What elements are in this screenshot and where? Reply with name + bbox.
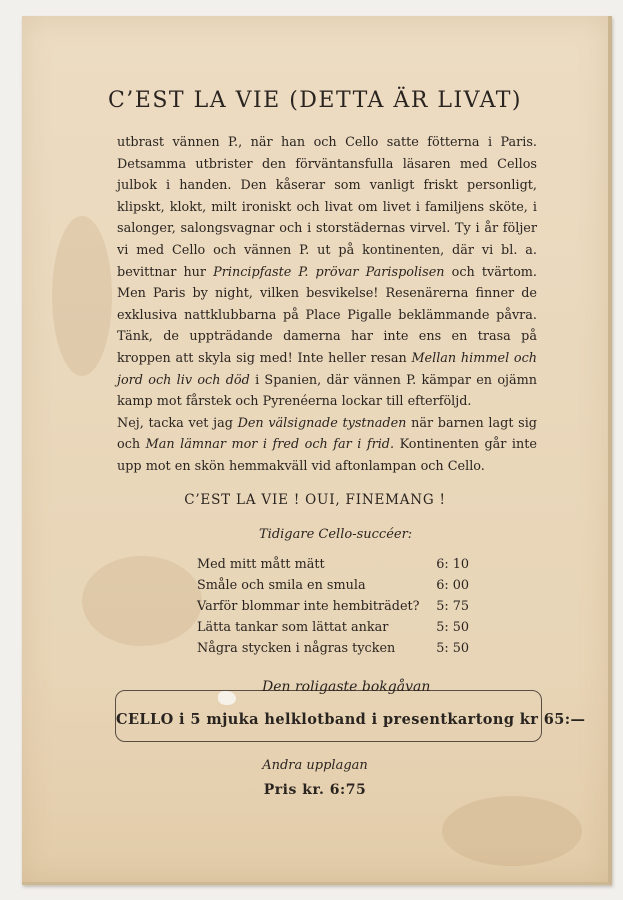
book-price: 5: 75 <box>436 599 469 614</box>
gift-offer-box <box>115 690 586 742</box>
book-title: Småle och smila en smula <box>197 578 366 593</box>
blurb-text <box>117 132 537 478</box>
book-price: 5: 50 <box>436 641 469 656</box>
previous-successes-list <box>197 554 469 659</box>
list-item <box>197 617 469 638</box>
exclamation-line: C’EST LA VIE ! OUI, FINEMANG ! <box>184 492 446 508</box>
paper-stain <box>52 216 112 376</box>
text-run: och tvärtom. Men Paris by night, vilken besvikelse! Resenärerna finner de exklusiva nattklubbarna på Place Pigalle beklämmande påvra. Tänk, de uppträdande damerna har inte ens en trasa på kroppen att skyla sig med! Inte heller resan <box>117 264 537 366</box>
italic-title-run: Mellan himmel och jord och liv och död <box>117 350 537 388</box>
paper-stain <box>82 556 202 646</box>
italic-title-run: Man lämnar mor i fred och far i frid. <box>145 437 395 453</box>
blurb-paragraph <box>117 132 537 413</box>
book-back-cover <box>22 16 612 885</box>
price-label: Pris kr. 6:75 <box>263 782 367 798</box>
paper-tear <box>218 691 236 705</box>
book-title: Med mitt mått mätt <box>197 557 325 572</box>
list-item <box>197 596 469 617</box>
list-item <box>197 575 469 596</box>
gift-tagline: Den roligaste bokgåvan <box>262 679 431 695</box>
book-price: 6: 00 <box>436 578 469 593</box>
italic-title-run: Principfaste P. prövar Parispolisen <box>213 264 445 280</box>
gift-offer-text: CELLO i 5 mjuka helklotband i presentkartong kr 65:— <box>116 711 586 728</box>
edition-note: Andra upplagan <box>262 758 368 773</box>
book-title: Lätta tankar som lättat ankar <box>197 620 389 635</box>
page-title: C’EST LA VIE (DETTA ÄR LIVAT) <box>107 88 523 113</box>
text-run: Nej, tacka vet jag <box>117 415 238 431</box>
text-run: utbrast vännen P., när han och Cello satte fötterna i Paris. Detsamma utbrister den förväntansfulla läsaren med Cellos julbok i handen. Den kåserar som vanligt friskt personligt, klipskt, klokt, milt ironiskt och livat om livet i familjens sköte, i salonger, salongsvagnar och i storstädernas virvel. Ty i år följer vi med Cello och vännen P. ut på kontinenten, där vi bl. a. bevittnar hur <box>117 135 537 280</box>
previous-successes-heading: Tidigare Cello-succéer: <box>259 527 413 542</box>
text-run: när barnen lagt sig och <box>117 415 538 453</box>
list-item <box>197 554 469 575</box>
paper-stain <box>442 796 582 866</box>
book-price: 6: 10 <box>436 557 469 572</box>
book-title: Några stycken i någras tycken <box>197 641 396 656</box>
italic-title-run: Den välsignade tystnaden <box>237 415 407 431</box>
text-run: i Spanien, där vännen P. kämpar en ojämn kamp mot fårstek och Pyrenéerna lockar till efterföljd. <box>117 372 537 410</box>
text-run: Kontinenten går inte upp mot en skön hemmakväll vid aftonlampan och Cello. <box>117 437 537 474</box>
blurb-paragraph <box>117 413 537 478</box>
book-title: Varför blommar inte hembiträdet? <box>197 599 420 614</box>
list-item <box>197 638 469 659</box>
book-price: 5: 50 <box>436 620 469 635</box>
